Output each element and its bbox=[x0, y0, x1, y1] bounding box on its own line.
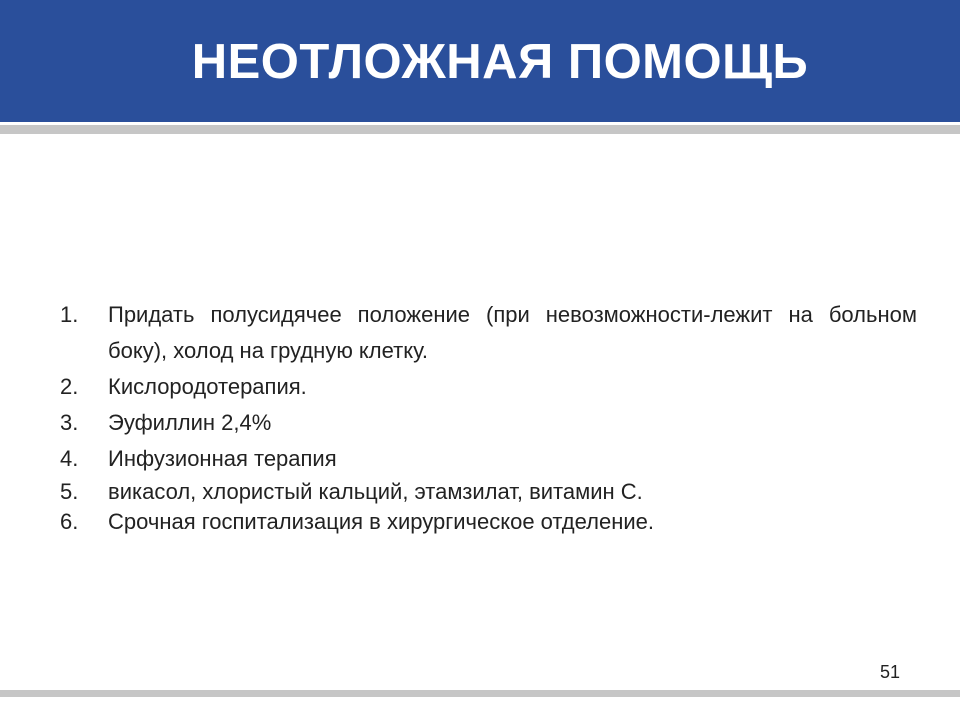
list-item bbox=[60, 297, 917, 369]
header-band bbox=[0, 0, 960, 122]
numbered-list bbox=[60, 297, 917, 537]
slide-title: НЕОТЛОЖНАЯ ПОМОЩЬ bbox=[191, 35, 809, 89]
list-item-number: 1. bbox=[60, 302, 79, 327]
list-item bbox=[60, 441, 917, 477]
list-item-text: Придать полусидячее положение (при невозможности-лежит на больном боку), холод на грудную клетку. bbox=[108, 302, 917, 363]
list-item-number: 5. bbox=[60, 479, 79, 504]
list-item-text: Инфузионная терапия bbox=[108, 446, 337, 471]
list-item bbox=[60, 477, 917, 507]
list-item bbox=[60, 405, 917, 441]
list-item-text: Эуфиллин 2,4% bbox=[108, 410, 272, 435]
list-item bbox=[60, 369, 917, 405]
list-item-text: викасол, хлористый кальций, этамзилат, витамин С. bbox=[108, 479, 643, 504]
list-item-number: 6. bbox=[60, 509, 79, 534]
list-item bbox=[60, 507, 917, 537]
list-item-number: 4. bbox=[60, 446, 79, 471]
header-divider bbox=[0, 125, 960, 134]
list-item-text: Срочная госпитализация в хирургическое отделение. bbox=[108, 509, 654, 534]
list-item-number: 3. bbox=[60, 410, 79, 435]
list-item-text: Кислородотерапия. bbox=[108, 374, 307, 399]
page-number: 51 bbox=[879, 662, 901, 682]
footer-divider bbox=[0, 690, 960, 697]
list-item-number: 2. bbox=[60, 374, 79, 399]
